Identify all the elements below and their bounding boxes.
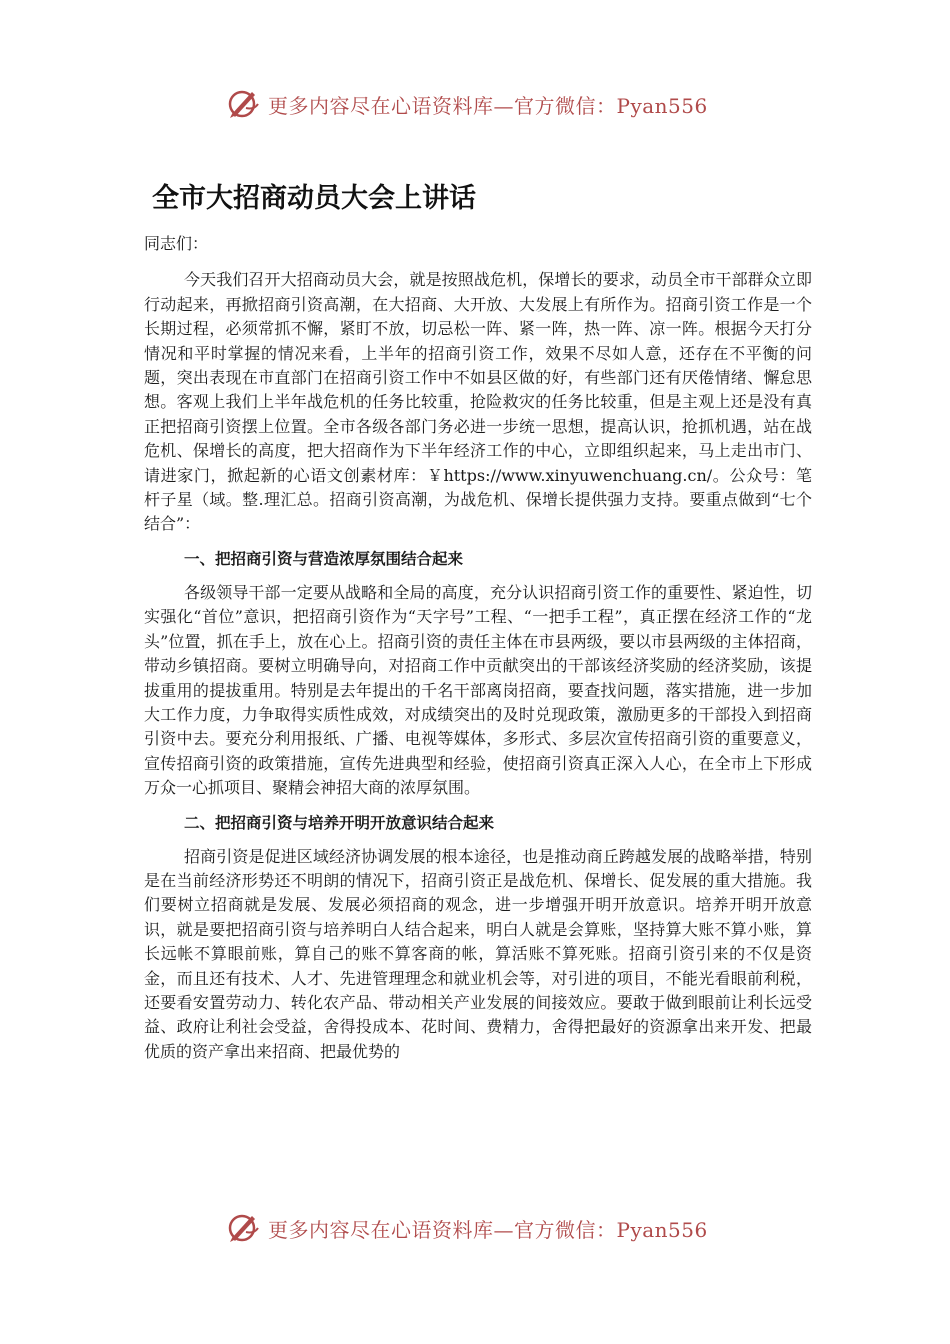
pen-logo-icon xyxy=(224,84,264,124)
watermark-text: 更多内容尽在心语资料库—官方微信：Pyan556 xyxy=(268,94,708,118)
section-1-paragraph: 各级领导干部一定要从战略和全局的高度，充分认识招商引资工作的重要性、紧迫性，切实强化“首位”意识，把招商引资作为“天字号”工程、“一把手工程”，真正摆在经济工作的“龙头”位置，抓在手上，放在心上。招商引资的责任主体在市县两级，要以市县两级的主体招商，带动乡镇招商。要树立明确导向，对招商工作中贡献突出的干部该经济奖励的经济奖励，该提拔重用的提拔重用。特别是去年提出的千名干部离岗招商，要查找问题，落实措施，进一步加大工作力度，力争取得实质性成效，对成绩突出的及时兑现政策，激励更多的干部投入到招商引资中去。要充分利用报纸、广播、电视等媒体，多形式、多层次宣传招商引资的重要意义，宣传招商引资的政策措施，宣传先进典型和经验，使招商引资真正深入人心，在全市上下形成万众一心抓项目、聚精会神招大商的浓厚氛围。 xyxy=(144,582,812,798)
section-1-heading: 一、把招商引资与营造浓厚氛围结合起来 xyxy=(184,549,464,568)
watermark-footer xyxy=(0,1208,950,1248)
watermark-header xyxy=(0,84,950,124)
page-title: 全市大招商动员大会上讲话 xyxy=(152,183,476,214)
section-2-paragraph: 招商引资是促进区域经济协调发展的根本途径，也是推动商丘跨越发展的战略举措，特别是在当前经济形势还不明朗的情况下，招商引资正是战危机、保增长、促发展的重大措施。我们要树立招商就是发展、发展必须招商的观念，进一步增强开明开放意识。培养开明开放意识，就是要把招商引资与培养明白人结合起来，明白人就是会算账，坚持算大账不算小账，算长远帐不算眼前账，算自己的账不算客商的帐，算活账不算死账。招商引资引来的不仅是资金，而且还有技术、人才、先进管理理念和就业机会等，对引进的项目，不能光看眼前利税，还要看安置劳动力、转化农产品、带动相关产业发展的间接效应。要敢于做到眼前让利长远受益、政府让利社会受益，舍得投成本、花时间、费精力，舍得把最好的资源拿出来开发、把最优质的资产拿出来招商、把最优势的 xyxy=(144,846,812,1061)
watermark-text: 更多内容尽在心语资料库—官方微信：Pyan556 xyxy=(268,1218,708,1242)
pen-logo-icon xyxy=(224,1208,264,1248)
document-body xyxy=(144,232,812,1064)
intro-paragraph: 今天我们召开大招商动员大会，就是按照战危机，保增长的要求，动员全市干部群众立即行动起来，再掀招商引资高潮，在大招商、大开放、大发展上有所作为。招商引资工作是一个长期过程，必须常抓不懈，紧盯不放，切忌松一阵、紧一阵，热一阵、凉一阵。根据今天打分情况和平时掌握的情况来看，上半年的招商引资工作，效果不尽如人意，还存在不平衡的问题，突出表现在市直部门在招商引资工作中不如县区做的好，有些部门还有厌倦情绪、懈怠思想。客观上我们上半年战危机的任务比较重，抢险救灾的任务比较重，但是主观上还是没有真正把招商引资摆上位置。全市各级各部门务必进一步统一思想，提高认识，抢抓机遇，站在战危机、保增长的高度，把大招商作为下半年经济工作的中心，立即组织起来，马上走出市门、请进家门，掀起新的心语文创素材库：￥https://www.xinyuwenchuang.cn/。公众号：笔杆子星（域。整.理汇总。招商引资高潮，为战危机、保增长提供强力支持。要重点做到“七个结合”： xyxy=(144,270,812,534)
greeting: 同志们： xyxy=(144,234,209,253)
section-2-heading: 二、把招商引资与培养开明开放意识结合起来 xyxy=(184,813,495,832)
